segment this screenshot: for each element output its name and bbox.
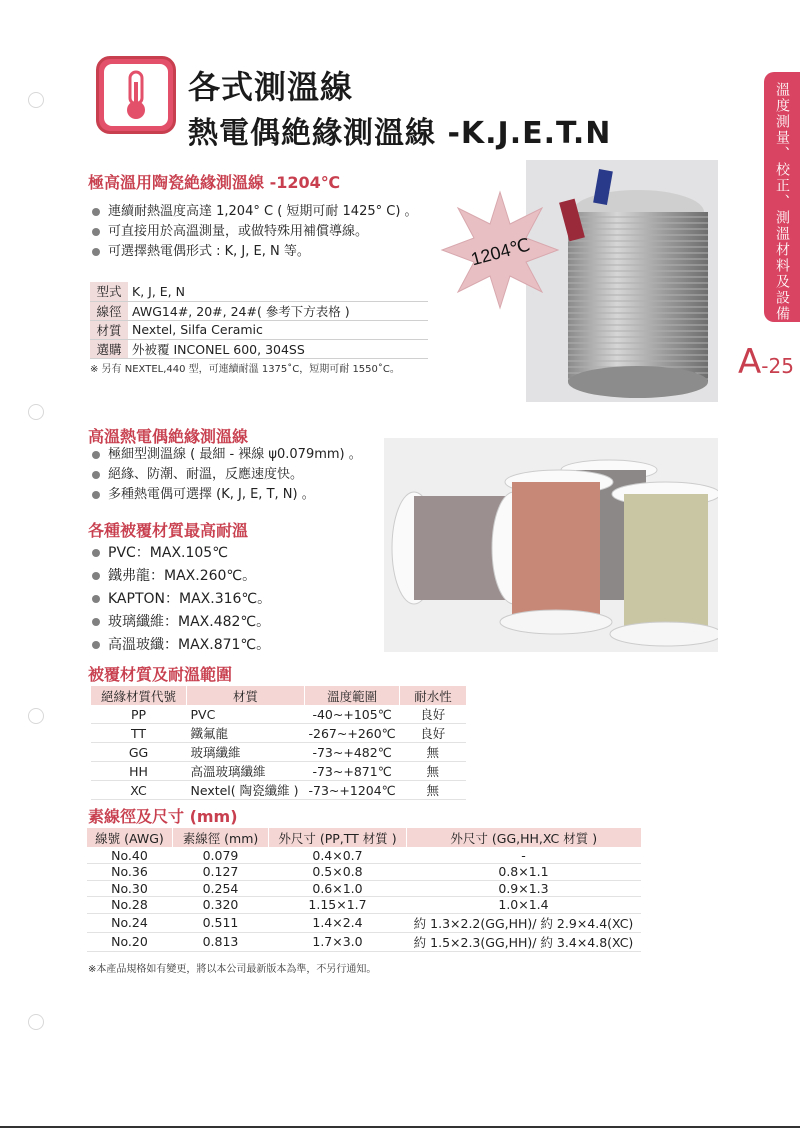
table-cell: 1.0×1.4 <box>407 897 641 914</box>
table-cell: No.20 <box>87 932 173 951</box>
bullet-icon <box>92 208 100 216</box>
table-cell: Nextel( 陶瓷纖維 ) <box>187 781 305 800</box>
table-cell: 高溫玻璃纖維 <box>187 762 305 781</box>
punch-hole <box>28 404 44 420</box>
bottom-divider <box>0 1126 800 1128</box>
max-temp-list <box>92 541 271 656</box>
table-row <box>91 705 466 724</box>
high-temp-feature-list <box>92 445 362 505</box>
spec-key: 材質 <box>90 320 128 339</box>
table-row <box>87 932 641 951</box>
spec-key: 型式 <box>90 282 128 301</box>
list-item <box>92 222 418 242</box>
table-row <box>90 320 428 339</box>
section-title-ceramic: 極高溫用陶瓷絶緣測溫線 -1204℃ <box>88 173 341 192</box>
table-cell: GG <box>91 743 187 762</box>
table-cell: 良好 <box>400 724 466 743</box>
table-row <box>87 847 641 864</box>
table-cell: HH <box>91 762 187 781</box>
list-item-text: 玻璃纖維：MAX.482℃。 <box>108 613 271 630</box>
bullet-icon <box>92 491 100 499</box>
table-cell: No.30 <box>87 880 173 897</box>
spec-value: 外被覆 INCONEL 600, 304SS <box>128 339 428 358</box>
table-cell: 0.254 <box>173 880 269 897</box>
bullet-icon <box>92 549 100 557</box>
table-row <box>90 339 428 358</box>
list-item <box>92 541 271 564</box>
table-cell: XC <box>91 781 187 800</box>
spec-value: AWG14#, 20#, 24#( 參考下方表格 ) <box>128 301 428 320</box>
table-cell: -73~+871℃ <box>305 762 400 781</box>
table-cell: 0.8×1.1 <box>407 864 641 881</box>
column-header: 溫度範圍 <box>305 686 400 705</box>
table-cell: TT <box>91 724 187 743</box>
list-item-text: 多種熱電偶可選擇 (K, J, E, T, N) 。 <box>108 487 315 502</box>
bullet-icon <box>92 572 100 580</box>
ceramic-feature-list <box>92 202 418 262</box>
column-header: 絕緣材質代號 <box>91 686 187 705</box>
list-item-text: 極細型測溫線 ( 最細 - 裸線 ψ0.079mm) 。 <box>108 447 362 462</box>
bullet-icon <box>92 228 100 236</box>
column-header: 材質 <box>187 686 305 705</box>
list-item-text: 高溫玻纖：MAX.871℃。 <box>108 636 271 653</box>
page-prefix: A <box>738 342 762 382</box>
table-header-row <box>91 686 466 705</box>
spec-key: 選購 <box>90 339 128 358</box>
table-cell: 0.6×1.0 <box>269 880 407 897</box>
table-cell: 0.9×1.3 <box>407 880 641 897</box>
list-item <box>92 445 362 465</box>
list-item <box>92 485 362 505</box>
thermometer-icon <box>104 64 168 126</box>
temperature-badge-text: 1204℃ <box>468 234 533 270</box>
table-row <box>87 864 641 881</box>
table-cell: No.28 <box>87 897 173 914</box>
thermometer-icon-box <box>96 56 176 134</box>
spec-value: Nextel, Silfa Ceramic <box>128 320 428 339</box>
table-cell: 約 1.3×2.2(GG,HH)/ 約 2.9×4.4(XC) <box>407 913 641 932</box>
side-category-tab[interactable]: 溫度測量、校正、測溫材料及設備 <box>764 72 800 322</box>
spec-table <box>90 282 428 359</box>
list-item-text: KAPTON：MAX.316℃。 <box>108 590 272 607</box>
column-header: 耐水性 <box>400 686 466 705</box>
table-cell: 1.15×1.7 <box>269 897 407 914</box>
table-cell: 1.7×3.0 <box>269 932 407 951</box>
list-item <box>92 465 362 485</box>
wire-spools-photo <box>384 438 718 652</box>
bullet-icon <box>92 595 100 603</box>
table-cell: 0.813 <box>173 932 269 951</box>
column-header: 線號 (AWG) <box>87 828 173 847</box>
table-row <box>91 781 466 800</box>
table-row <box>87 897 641 914</box>
list-item <box>92 587 271 610</box>
section-title-insulation-range: 被覆材質及耐溫範圍 <box>88 665 233 684</box>
spec-value: K, J, E, N <box>128 282 428 301</box>
table-cell: No.40 <box>87 847 173 864</box>
table-cell: -267~+260℃ <box>305 724 400 743</box>
spec-note: ※ 另有 NEXTEL,440 型，可連續耐溫 1375˚C，短期可耐 1550˚C。 <box>90 364 400 375</box>
list-item-text: 可直接用於高溫測量，或做特殊用補償導線。 <box>108 224 369 239</box>
table-cell: 無 <box>400 781 466 800</box>
table-row <box>90 282 428 301</box>
column-header: 素線徑 (mm) <box>173 828 269 847</box>
list-item <box>92 242 418 262</box>
list-item <box>92 564 271 587</box>
table-cell: -73~+482℃ <box>305 743 400 762</box>
table-cell: 無 <box>400 762 466 781</box>
table-cell: No.36 <box>87 864 173 881</box>
table-cell: 0.4×0.7 <box>269 847 407 864</box>
section-title-high-temp: 高溫熱電偶絶緣測溫線 <box>88 427 249 446</box>
temperature-badge-icon <box>440 190 560 310</box>
footnote: ※本產品規格如有變更，將以本公司最新版本為準，不另行通知。 <box>88 964 377 975</box>
punch-hole <box>28 708 44 724</box>
bullet-icon <box>92 618 100 626</box>
table-cell: 玻璃纖維 <box>187 743 305 762</box>
table-cell: 0.5×0.8 <box>269 864 407 881</box>
table-row <box>90 301 428 320</box>
bullet-icon <box>92 641 100 649</box>
table-cell: 無 <box>400 743 466 762</box>
table-cell: 1.4×2.4 <box>269 913 407 932</box>
column-header: 外尺寸 (PP,TT 材質 ) <box>269 828 407 847</box>
table-cell: - <box>407 847 641 864</box>
list-item-text: 鐵弗龍：MAX.260℃。 <box>108 567 257 584</box>
table-row <box>87 880 641 897</box>
table-header-row <box>87 828 641 847</box>
section-title-wire-size: 素線徑及尺寸 (mm) <box>88 807 238 826</box>
table-cell: 0.511 <box>173 913 269 932</box>
bullet-icon <box>92 451 100 459</box>
section-title-max-temp: 各種被覆材質最高耐溫 <box>88 521 249 540</box>
punch-hole <box>28 1014 44 1030</box>
spec-key: 線徑 <box>90 301 128 320</box>
list-item <box>92 202 418 222</box>
list-item-text: 可選擇熱電偶形式 : K, J, E, N 等。 <box>108 244 310 259</box>
table-row <box>87 913 641 932</box>
list-item-text: 連續耐熱溫度高達 1,204° C ( 短期可耐 1425° C) 。 <box>108 204 418 219</box>
page-suffix: -25 <box>761 354 794 378</box>
page-number <box>738 342 794 382</box>
punch-hole <box>28 92 44 108</box>
table-row <box>91 762 466 781</box>
insulation-table <box>90 686 466 800</box>
column-header: 外尺寸 (GG,HH,XC 材質 ) <box>407 828 641 847</box>
table-row <box>91 724 466 743</box>
table-cell: -40~+105℃ <box>305 705 400 724</box>
table-row <box>91 743 466 762</box>
table-cell: 0.320 <box>173 897 269 914</box>
list-item <box>92 610 271 633</box>
list-item <box>92 633 271 656</box>
table-cell: PP <box>91 705 187 724</box>
table-cell: 0.127 <box>173 864 269 881</box>
table-cell: 0.079 <box>173 847 269 864</box>
page-title: 各式測溫線 <box>188 68 354 106</box>
list-item-text: PVC：MAX.105℃ <box>108 544 228 561</box>
list-item-text: 絕緣、防潮、耐溫，反應速度快。 <box>108 467 304 482</box>
table-cell: 良好 <box>400 705 466 724</box>
table-cell: PVC <box>187 705 305 724</box>
table-cell: 約 1.5×2.3(GG,HH)/ 約 3.4×4.8(XC) <box>407 932 641 951</box>
bullet-icon <box>92 248 100 256</box>
table-cell: 鐵氟龍 <box>187 724 305 743</box>
wire-size-table <box>86 828 641 952</box>
table-cell: -73~+1204℃ <box>305 781 400 800</box>
page-subtitle: 熱電偶絶緣測溫線 -K.J.E.T.N <box>188 116 612 151</box>
table-cell: No.24 <box>87 913 173 932</box>
bullet-icon <box>92 471 100 479</box>
